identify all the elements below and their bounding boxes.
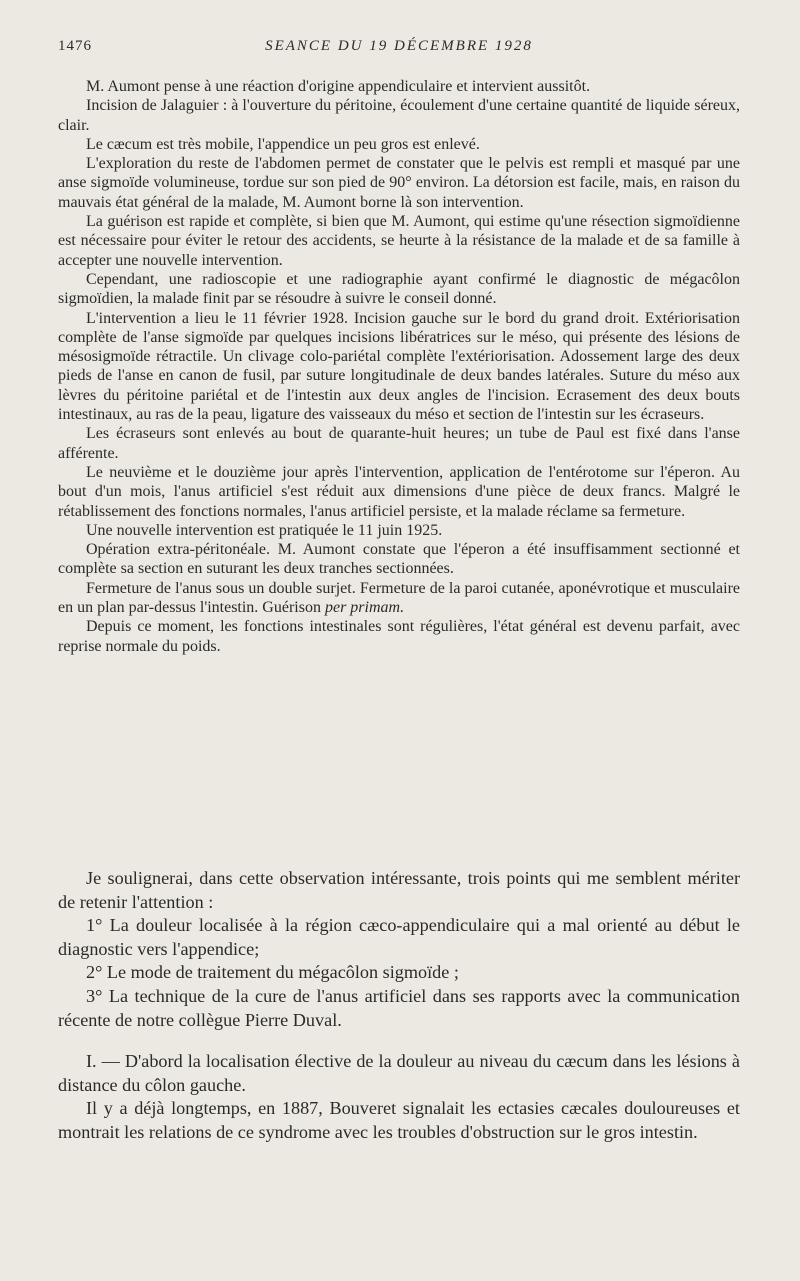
paragraph: L'intervention a lieu le 11 février 1928. Incision gauche sur le bord du grand droit. Extériorisation complète de l'anse sigmoïde par quelques incisions libératrices sur le méso, qui présente des lésions de mésosigmoïde rétractile. Un clivage colo-pariétal complète l'extériorisation. Adossement large des deux pieds de l'anse en canon de fusil, par suture longitudinale de deux bandes latérales. Suture du méso aux lèvres du péritoine pariétal et de l'intestin aux deux angles de l'incision. Ecrasement des deux bouts intestinaux, au ras de la peau, ligature des vaisseaux du méso et section de l'intestin sur les écraseurs. [58,309,740,424]
running-header [58,38,740,62]
paragraph: La guérison est rapide et complète, si bien que M. Aumont, qui estime qu'une résection sigmoïdienne est nécessaire pour éviter le retour des accidents, se heurte à la résistance de la malade et de sa famille à accepter une nouvelle intervention. [58,213,740,269]
paragraph: Une nouvelle intervention est pratiquée le 11 juin 1925. [86,521,443,539]
closure-text: Fermeture de l'anus sous un double surjet. Fermeture de la paroi cutanée, aponévrotique et musculaire en un plan par-dessus l'intestin. Guérison [58,579,740,617]
point-item: 2° Le mode de traitement du mégacôlon sigmoïde ; [86,962,459,983]
paragraph-intro: Je soulignerai, dans cette observation intéressante, trois points qui me semblent mériter de retenir l'attention : [58,868,740,912]
section-heading-paragraph: I. — D'abord la localisation élective de la douleur au niveau du cæcum dans les lésions à distance du côlon gauche. [58,1051,740,1095]
paragraph: Cependant, une radioscopie et une radiographie ayant confirmé le diagnostic de mégacôlon sigmoïdien, la malade finit par se résoudre à suivre le conseil donné. [58,270,740,308]
point-item: 3° La technique de la cure de l'anus artificiel dans ses rapports avec la communication récente de notre collègue Pierre Duval. [58,985,740,1030]
paragraph: Le neuvième et le douzième jour après l'intervention, application de l'entérotome sur l'éperon. Au bout d'un mois, l'anus artificiel s'est réduit aux dimensions d'une pièce de deux francs. Malgré le rétablissement des fonctions normales, l'anus artificiel persiste, et la malade réclame sa fermeture. [58,463,740,520]
observation-text [58,77,740,656]
page-number: 1476 [58,38,92,54]
paragraph: Il y a déjà longtemps, en 1887, Bouveret signalait les ectasies cæcales douloureuses et montrait les relations de ce syndrome avec les troubles d'obstruction sur le gros intestin. [58,1098,740,1142]
paragraph: Depuis ce moment, les fonctions intestinales sont régulières, l'état général est devenu parfait, avec reprise normale du poids. [58,618,740,655]
paragraph: M. Aumont pense à une réaction d'origine appendiculaire et intervient aussitôt. [86,78,591,95]
paragraph: Les écraseurs sont enlevés au bout de quarante-huit heures; un tube de Paul est fixé dans l'anse afférente. [58,425,740,462]
discussion-text [58,867,740,1145]
paragraph: L'exploration du reste de l'abdomen permet de constater que le pelvis est rempli et masqué par une anse sigmoïde volumineuse, tordue sur son pied de 90° environ. La détorsion est facile, mais, en raison du mauvais état général de la malade, M. Aumont borne là son intervention. [58,155,740,211]
paragraph-closure [58,579,740,618]
closure-italic: per primam. [324,599,405,617]
paragraph: Le cæcum est très mobile, l'appendice un peu gros est enlevé. [86,135,480,153]
paragraph: Opération extra-péritonéale. M. Aumont constate que l'éperon a été insuffisamment sectionné et complète sa section en suturant les deux tranches sectionnées. [58,541,740,578]
point-item: 1° La douleur localisée à la région cæco-appendiculaire qui a mal orienté au début le diagnostic vers l'appendice; [58,915,740,959]
paragraph: Incision de Jalaguier : à l'ouverture du péritoine, écoulement d'une certaine quantité de liquide séreux, clair. [58,97,740,134]
running-title: SEANCE DU 19 DÉCEMBRE 1928 [265,38,533,54]
